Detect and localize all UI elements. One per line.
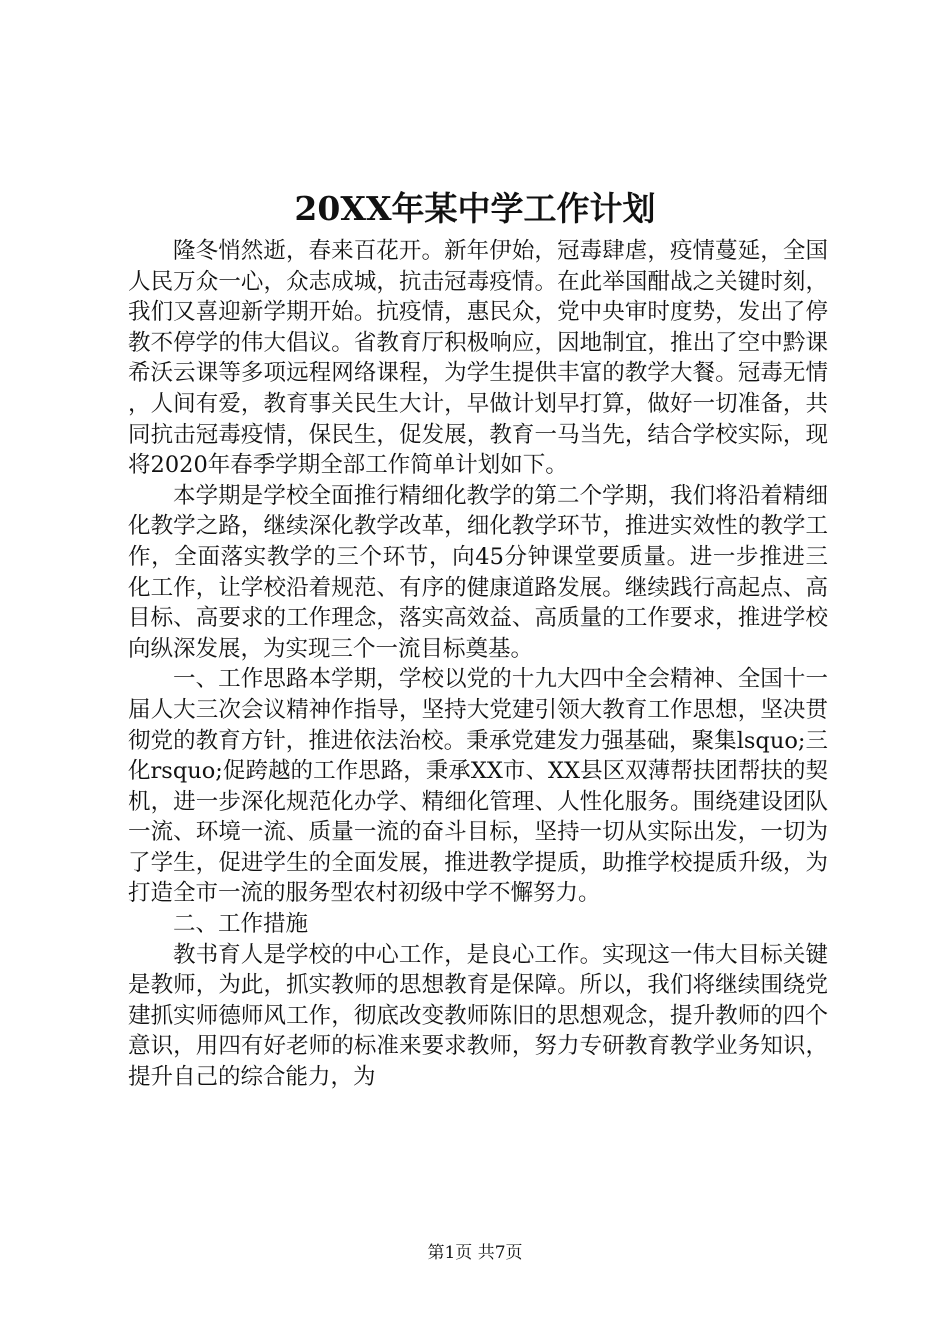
document-body	[128, 236, 828, 1093]
paragraph-intro: 隆冬悄然逝，春来百花开。新年伊始，冠毒肆虐，疫情蔓延，全国人民万众一心，众志成城，抗击冠毒疫情。在此举国酣战之关键时刻，我们又喜迎新学期开始。抗疫情，惠民众，党中央审时度势，发出了停教不停学的伟大倡议。省教育厅积极响应，因地制宜，推出了空中黔课希沃云课等多项远程网络课程，为学生提供丰富的教学大餐。冠毒无情，人间有爱，教育事关民生大计，早做计划早打算，做好一切准备，共同抗击冠毒疫情，保民生，促发展，教育一马当先，结合学校实际，现将2020年春季学期全部工作简单计划如下。	[128, 238, 828, 479]
page-footer: 第1页 共7页	[427, 1243, 523, 1263]
paragraph-work-approach: 一、工作思路本学期，学校以党的十九大四中全会精神、全国十一届人大三次会议精神作指导，坚持大党建引领大教育工作思想，坚决贯彻党的教育方针，推进依法治校。秉承党建发力强基础，聚集lsquo;三化rsquo;促跨越的工作思路，秉承XX市、XX县区双薄帮扶团帮扶的契机，进一步深化规范化办学、精细化管理、人性化服务。围绕建设团队一流、环境一流、质量一流的奋斗目标，坚持一切从实际出发，一切为了学生，促进学生的全面发展，推进教学提质，助推学校提质升级，为打造全市一流的服务型农村初级中学不懈努力。	[128, 666, 828, 907]
section-heading-work-measures: 二、工作措施	[173, 911, 309, 938]
paragraph-semester-overview: 本学期是学校全面推行精细化教学的第二个学期，我们将沿着精细化教学之路，继续深化教学改革，细化教学环节，推进实效性的教学工作，全面落实教学的三个环节，向45分钟课堂要质量。进一步推进三化工作，让学校沿着规范、有序的健康道路发展。继续践行高起点、高目标、高要求的工作理念，落实高效益、高质量的工作要求，推进学校向纵深发展，为实现三个一流目标奠基。	[128, 482, 828, 662]
paragraph-teacher-education: 教书育人是学校的中心工作，是良心工作。实现这一伟大目标关键是教师，为此，抓实教师的思想教育是保障。所以，我们将继续围绕党建抓实师德师风工作，彻底改变教师陈旧的思想观念，提升教师的四个意识，用四有好老师的标准来要求教师，努力专研教育教学业务知识，提升自己的综合能力，为	[128, 941, 828, 1091]
document-title: 20XX年某中学工作计划	[294, 189, 656, 228]
